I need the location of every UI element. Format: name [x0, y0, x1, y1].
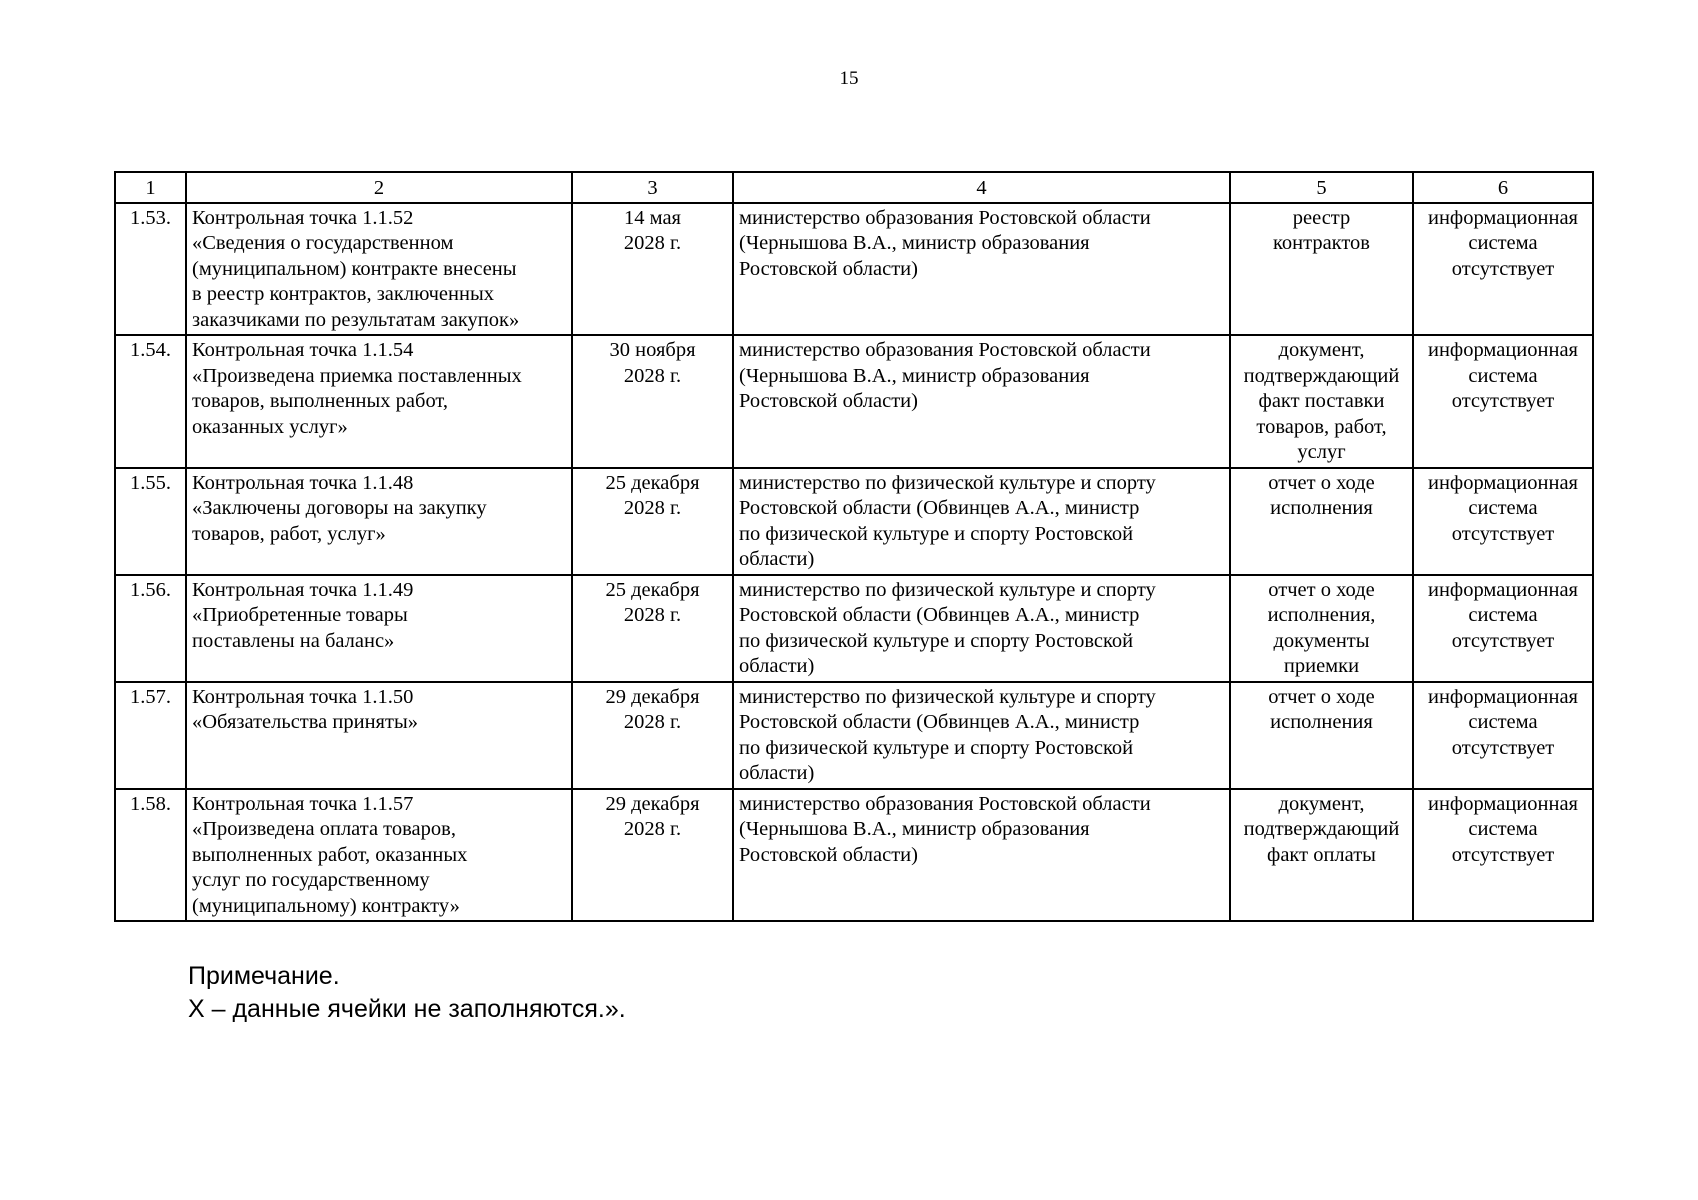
- table-row: [115, 575, 1593, 682]
- cell-document: [1230, 468, 1413, 575]
- cell-line: министерство образования Ростовской области: [739, 206, 1151, 229]
- cell-line: факт оплаты: [1267, 843, 1376, 866]
- cell-line: система: [1468, 364, 1538, 387]
- cell-line: поставлены на баланс»: [192, 629, 395, 652]
- cell-line: подтверждающий: [1243, 818, 1400, 840]
- cell-info-system: [1413, 203, 1593, 336]
- cell-document: [1230, 575, 1413, 682]
- cell-line: 25 декабря: [605, 578, 700, 601]
- cell-line: 25 декабря: [605, 471, 700, 494]
- cell-control-point: [186, 335, 572, 468]
- cell-line: министерство по физической культуре и спорту: [739, 471, 1156, 494]
- cell-line: отсутствует: [1451, 843, 1555, 866]
- cell-line: исполнения: [1270, 711, 1373, 733]
- cell-responsible: [733, 575, 1230, 682]
- cell-line: система: [1468, 604, 1538, 626]
- page-number: 15: [839, 68, 859, 89]
- note: [188, 960, 626, 1026]
- cell-line: отсутствует: [1451, 390, 1555, 412]
- cell-line: система: [1468, 818, 1538, 840]
- cell-line: Ростовской области): [739, 390, 918, 412]
- cell-line: оказанных услуг»: [192, 415, 348, 438]
- cell-line: реестр: [1292, 206, 1351, 229]
- cell-line: по физической культуре и спорту Ростовской: [739, 522, 1134, 545]
- cell-line: система: [1468, 232, 1538, 254]
- cell-line: (Чернышова В.А., министр образования: [739, 818, 1090, 840]
- cell-line: Ростовской области (Обвинцев А.А., министр: [739, 604, 1140, 626]
- cell-line: Ростовской области): [739, 843, 918, 866]
- cell-line: система: [1468, 711, 1538, 733]
- cell-date: [572, 682, 733, 789]
- cell-control-point: [186, 682, 572, 789]
- cell-line: области): [739, 762, 815, 784]
- header-cell: 6: [1413, 172, 1593, 203]
- cell-info-system: [1413, 335, 1593, 468]
- cell-info-system: [1413, 468, 1593, 575]
- cell-number: 1.54.: [115, 335, 186, 468]
- cell-date: [572, 203, 733, 336]
- cell-line: 2028 г.: [623, 497, 682, 519]
- header-cell: 4: [733, 172, 1230, 203]
- cell-line: 14 мая: [624, 206, 681, 229]
- cell-line: документ,: [1278, 339, 1365, 361]
- cell-date: [572, 335, 733, 468]
- cell-line: информационная: [1427, 471, 1578, 494]
- table-row: [115, 682, 1593, 789]
- cell-document: [1230, 203, 1413, 336]
- cell-line: (муниципальном) контракте внесены: [192, 257, 517, 280]
- cell-document: [1230, 335, 1413, 468]
- cell-responsible: [733, 789, 1230, 922]
- table-header-row: [115, 172, 1593, 203]
- cell-line: Контрольная точка 1.1.52: [192, 206, 414, 229]
- cell-number: 1.58.: [115, 789, 186, 922]
- cell-line: «Сведения о государственном: [192, 232, 454, 254]
- cell-line: 30 ноября: [609, 339, 696, 361]
- cell-line: информационная: [1427, 339, 1578, 361]
- cell-line: отсутствует: [1451, 629, 1555, 652]
- cell-line: Контрольная точка 1.1.57: [192, 792, 414, 815]
- cell-line: информационная: [1427, 206, 1578, 229]
- cell-number: 1.56.: [115, 575, 186, 682]
- cell-responsible: [733, 682, 1230, 789]
- cell-date: [572, 575, 733, 682]
- note-title: Примечание.: [188, 962, 340, 990]
- cell-line: министерство по физической культуре и спорту: [739, 685, 1156, 708]
- cell-line: (Чернышова В.А., министр образования: [739, 364, 1090, 387]
- cell-line: отчет о ходе: [1268, 685, 1375, 708]
- cell-number: 1.55.: [115, 468, 186, 575]
- cell-line: отсутствует: [1451, 257, 1555, 280]
- cell-line: исполнения: [1270, 497, 1373, 519]
- cell-line: документы: [1273, 629, 1370, 652]
- cell-line: документ,: [1278, 792, 1365, 815]
- cell-line: контрактов: [1272, 232, 1370, 254]
- table-row: [115, 789, 1593, 922]
- cell-line: информационная: [1427, 685, 1578, 708]
- cell-line: министерство образования Ростовской области: [739, 339, 1151, 361]
- cell-line: 2028 г.: [623, 711, 682, 733]
- cell-line: «Обязательства приняты»: [192, 711, 418, 733]
- control-points-table: [114, 171, 1594, 922]
- cell-line: заказчиками по результатам закупок»: [192, 308, 520, 331]
- cell-line: товаров, работ,: [1256, 415, 1387, 438]
- cell-info-system: [1413, 789, 1593, 922]
- cell-responsible: [733, 335, 1230, 468]
- cell-line: области): [739, 655, 815, 677]
- cell-line: приемки: [1283, 655, 1360, 677]
- cell-responsible: [733, 203, 1230, 336]
- table-row: [115, 335, 1593, 468]
- header-cell: 1: [115, 172, 186, 203]
- cell-line: товаров, работ, услуг»: [192, 522, 386, 545]
- cell-line: области): [739, 548, 815, 570]
- cell-line: услуг по государственному: [192, 869, 430, 891]
- header-cell: 5: [1230, 172, 1413, 203]
- cell-line: министерство по физической культуре и спорту: [739, 578, 1156, 601]
- cell-date: [572, 789, 733, 922]
- cell-line: министерство образования Ростовской области: [739, 792, 1151, 815]
- cell-line: Ростовской области (Обвинцев А.А., министр: [739, 711, 1140, 733]
- cell-line: товаров, выполненных работ,: [192, 390, 448, 412]
- cell-line: «Приобретенные товары: [192, 604, 408, 626]
- cell-control-point: [186, 789, 572, 922]
- header-cell: 3: [572, 172, 733, 203]
- cell-line: «Произведена оплата товаров,: [192, 818, 456, 840]
- cell-info-system: [1413, 575, 1593, 682]
- cell-number: 1.53.: [115, 203, 186, 336]
- cell-line: в реестр контрактов, заключенных: [192, 283, 494, 305]
- cell-document: [1230, 789, 1413, 922]
- table-row: [115, 203, 1593, 336]
- cell-line: информационная: [1427, 792, 1578, 815]
- cell-line: 2028 г.: [623, 232, 682, 254]
- header-cell: 2: [186, 172, 572, 203]
- cell-date: [572, 468, 733, 575]
- cell-line: (муниципальному) контракту»: [192, 894, 460, 917]
- cell-line: подтверждающий: [1243, 364, 1400, 387]
- cell-line: отчет о ходе: [1268, 471, 1375, 494]
- cell-line: 2028 г.: [623, 604, 682, 626]
- cell-line: 29 декабря: [605, 792, 700, 815]
- cell-line: 2028 г.: [623, 818, 682, 840]
- cell-control-point: [186, 575, 572, 682]
- cell-line: «Заключены договоры на закупку: [192, 497, 487, 519]
- cell-line: отчет о ходе: [1268, 578, 1375, 601]
- cell-line: «Произведена приемка поставленных: [192, 364, 522, 387]
- cell-line: Ростовской области): [739, 257, 918, 280]
- cell-line: услуг: [1297, 441, 1346, 463]
- cell-line: Контрольная точка 1.1.49: [192, 578, 414, 601]
- cell-line: Контрольная точка 1.1.48: [192, 471, 414, 494]
- cell-line: исполнения,: [1267, 604, 1376, 626]
- cell-line: отсутствует: [1451, 736, 1555, 759]
- cell-line: Контрольная точка 1.1.50: [192, 685, 414, 708]
- cell-line: факт поставки: [1258, 390, 1385, 412]
- cell-line: выполненных работ, оказанных: [192, 843, 468, 866]
- cell-control-point: [186, 203, 572, 336]
- cell-line: 29 декабря: [605, 685, 700, 708]
- cell-line: 2028 г.: [623, 364, 682, 387]
- cell-line: Ростовской области (Обвинцев А.А., министр: [739, 497, 1140, 519]
- cell-number: 1.57.: [115, 682, 186, 789]
- cell-line: по физической культуре и спорту Ростовской: [739, 736, 1134, 759]
- cell-line: система: [1468, 497, 1538, 519]
- cell-line: Контрольная точка 1.1.54: [192, 339, 414, 361]
- table-body: [115, 203, 1593, 922]
- cell-control-point: [186, 468, 572, 575]
- table-row: [115, 468, 1593, 575]
- cell-line: информационная: [1427, 578, 1578, 601]
- note-text: Х – данные ячейки не заполняются.».: [188, 995, 626, 1023]
- cell-line: отсутствует: [1451, 522, 1555, 545]
- cell-info-system: [1413, 682, 1593, 789]
- cell-line: по физической культуре и спорту Ростовской: [739, 629, 1134, 652]
- cell-document: [1230, 682, 1413, 789]
- cell-line: (Чернышова В.А., министр образования: [739, 232, 1090, 254]
- cell-responsible: [733, 468, 1230, 575]
